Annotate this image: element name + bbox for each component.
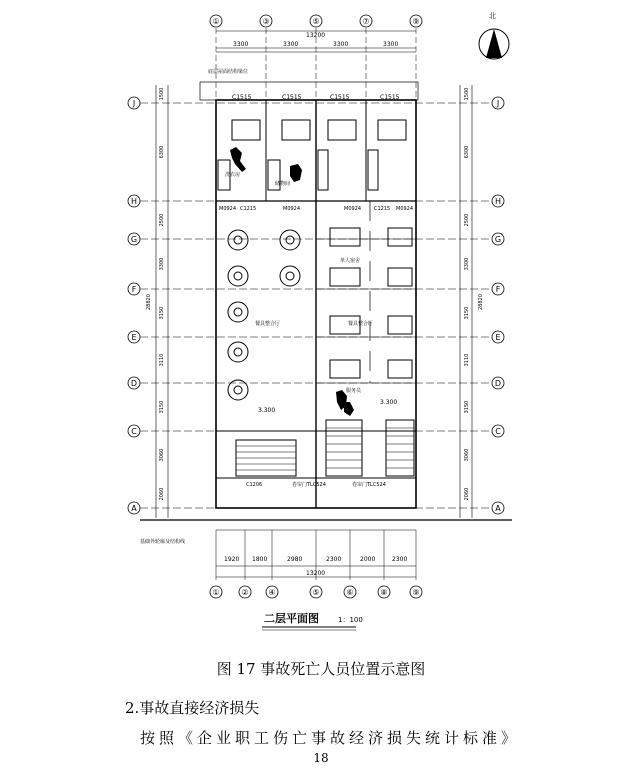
left-dimension-labels — [159, 88, 165, 501]
row-axis-right-J: J — [496, 99, 500, 108]
top-axis-3: ⑤ — [312, 17, 320, 26]
row-axis-left-A: A — [131, 504, 137, 513]
right-dims-9: 2060 — [464, 487, 470, 501]
row-axis-left-E: E — [131, 333, 137, 342]
room-label-2: 餐具整合厅 — [348, 321, 374, 327]
bottom-span-4: 2300 — [326, 556, 342, 563]
left-dims-9: 2060 — [159, 487, 165, 501]
room-label-3: 单人宿舍 — [340, 258, 361, 264]
right-dims-4: 3300 — [464, 257, 470, 271]
top-span-4: 3300 — [383, 41, 399, 48]
room-label-6: 服务员 — [346, 388, 362, 394]
vertical-total-right: 28820 — [478, 294, 484, 310]
door-label-3: M0924 — [283, 206, 301, 212]
row-axis-right-H: H — [494, 197, 502, 206]
right-dims-2: 6300 — [464, 145, 470, 159]
vertical-total-left: 28820 — [146, 294, 152, 310]
bottom-axis-5: ⑥ — [346, 588, 354, 597]
bottom-axis-4: ⑤ — [312, 588, 320, 597]
door-label-4: M0924 — [344, 206, 362, 212]
right-dims-3: 2500 — [464, 213, 470, 227]
window-top-1: C1515 — [232, 94, 252, 101]
top-axis-2: ③ — [262, 17, 270, 26]
row-axis-left-D: D — [130, 379, 138, 388]
door-label-6: M0924 — [396, 206, 414, 212]
door-label-1: M0924 — [219, 206, 237, 212]
bottom-window-1: C1206 — [246, 482, 263, 488]
row-axis-right-G: G — [494, 235, 502, 244]
room-label-1: 餐具整合厅 — [255, 321, 281, 327]
bottom-span-5: 2000 — [360, 556, 376, 563]
top-axis-1: ① — [212, 17, 220, 26]
bottom-axis-7: ⑨ — [412, 588, 420, 597]
top-axis-5: ⑨ — [412, 17, 420, 26]
row-axis-right-F: F — [495, 285, 501, 294]
bottom-span-1: 1920 — [224, 556, 240, 563]
north-arrow — [479, 29, 509, 59]
room-label-5: 储物间 — [275, 181, 291, 187]
row-axis-left-G: G — [130, 235, 138, 244]
top-axis-4: ⑦ — [362, 17, 370, 26]
north-label: 北 — [489, 12, 496, 20]
bottom-window-3: 卷帘门TLC524 — [352, 482, 386, 488]
left-dims-5: 3150 — [159, 306, 165, 320]
row-axis-left-F: F — [131, 285, 137, 294]
bottom-axis-2: ② — [241, 588, 249, 597]
drawing-scale: 1：100 — [338, 616, 363, 624]
window-top-4: C1515 — [380, 94, 400, 101]
left-dims-1: 1500 — [159, 87, 165, 101]
section-heading: 2.事故直接经济损失 — [125, 699, 260, 717]
note-bottom: 基础外轮廓及结构线 — [140, 539, 186, 545]
room-label-4: 洗衣房 — [225, 172, 241, 178]
bottom-total: 13200 — [306, 570, 326, 577]
drawing-title: 二层平面图 — [264, 612, 319, 625]
bottom-window-2: 卷帘门TLC524 — [292, 482, 326, 488]
bottom-span-2: 1800 — [252, 556, 268, 563]
door-label-5: C1215 — [374, 206, 391, 212]
left-dims-7: 3150 — [159, 400, 165, 414]
window-top-3: C1515 — [330, 94, 350, 101]
right-dims-6: 3110 — [464, 353, 470, 367]
row-axis-right-C: C — [495, 427, 501, 436]
window-top-2: C1515 — [282, 94, 302, 101]
bottom-axis-bubbles — [210, 586, 422, 598]
left-dims-6: 3110 — [159, 353, 165, 367]
top-span-1: 3300 — [233, 41, 249, 48]
dining-tables — [228, 230, 300, 400]
right-dimension-labels — [464, 88, 470, 501]
row-axis-left-J: J — [132, 99, 136, 108]
row-axis-right-D: D — [494, 379, 502, 388]
right-dims-7: 3150 — [464, 400, 470, 414]
door-label-2: C1215 — [240, 206, 257, 212]
top-total: 13200 — [306, 32, 326, 39]
right-dims-1: 1500 — [464, 87, 470, 101]
elevation-2: 3.300 — [380, 399, 398, 406]
left-dims-8: 3060 — [159, 448, 165, 462]
figure-caption: 图 17 事故死亡人员位置示意图 — [216, 660, 426, 678]
elevation-1: 3.300 — [258, 407, 276, 414]
top-span-2: 3300 — [283, 41, 299, 48]
page-number: 18 — [313, 751, 329, 765]
bottom-span-3: 2980 — [287, 556, 303, 563]
top-span-3: 3300 — [333, 41, 349, 48]
bottom-axis-3: ④ — [268, 588, 276, 597]
left-dims-4: 3300 — [159, 257, 165, 271]
bottom-axis-6: ⑧ — [380, 588, 388, 597]
top-axis-bubbles — [210, 15, 422, 27]
row-axis-right-A: A — [495, 504, 501, 513]
left-dims-3: 2500 — [159, 213, 165, 227]
note-top: 底层屋面结构梁位 — [208, 69, 249, 75]
right-dims-8: 3060 — [464, 448, 470, 462]
body-paragraph: 按照《企业职工伤亡事故经济损失统计标准》 — [140, 729, 521, 747]
row-axis-right-E: E — [495, 333, 501, 342]
bottom-axis-1: ① — [212, 588, 220, 597]
victim-position-marks — [230, 147, 354, 416]
left-dims-2: 6300 — [159, 145, 165, 159]
bottom-span-6: 2300 — [392, 556, 408, 563]
right-dims-5: 3150 — [464, 306, 470, 320]
row-axis-left-H: H — [130, 197, 138, 206]
row-axis-left-C: C — [131, 427, 137, 436]
